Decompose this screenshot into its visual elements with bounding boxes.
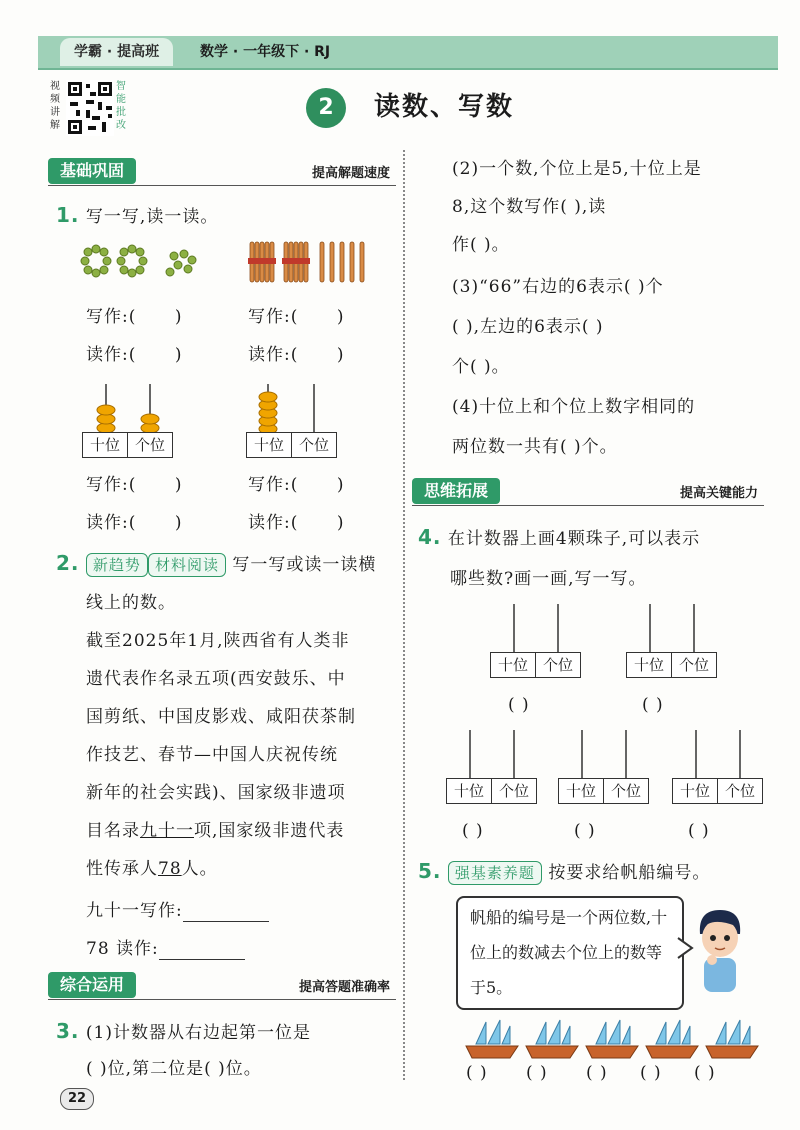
lesson-number: 2 [306, 88, 346, 128]
stick-bundles-image [246, 238, 376, 286]
q3-part3-line2: ( ),左边的6表示( ) [452, 317, 604, 337]
section-applied-title: 综合运用 [48, 972, 136, 998]
q1-number: 1. [56, 203, 80, 227]
q5-line: 5. 强基素养题 按要求给帆船编号。 [418, 859, 711, 883]
q1a-read: 读作:( ) [86, 345, 183, 365]
underlined-78: 78 [158, 859, 182, 879]
q4-line2: 哪些数?画一画,写一写。 [450, 569, 647, 589]
q2-ask-write: 九十一写作: [86, 892, 269, 930]
series-label: 学霸 · 提高班 [60, 38, 173, 66]
column-divider [403, 150, 405, 1080]
section-thinking-title: 思维拓展 [412, 478, 500, 504]
boat-5-answer[interactable]: ( ) [694, 1063, 716, 1083]
q1b-write: 写作:( ) [248, 307, 345, 327]
counter-2-answer[interactable]: ( ) [642, 695, 664, 715]
q3-part3-line3: 个( )。 [452, 357, 510, 377]
section-thinking-tag: 提高关键能力 [679, 486, 758, 501]
speech-text: 帆船的编号是一个两位数,十位上的数减去个位上的数等于5。 [470, 908, 668, 997]
counter-3-place-box: 十位 个位 [446, 778, 537, 804]
q1d-write: 写作:( ) [248, 475, 345, 495]
abacus-2-beads [254, 384, 334, 434]
q3-part2-line3: 作( )。 [452, 235, 510, 255]
q3-part4-line1: (4)十位上和个位上数字相同的 [452, 397, 696, 417]
q3-part1-line1: 3. (1)计数器从右边起第一位是 [56, 1019, 312, 1043]
page-number: 22 [60, 1088, 94, 1110]
lesson-title: 读数、写数 [374, 92, 515, 122]
qr-code-block[interactable] [50, 80, 130, 136]
qr-left-label: 视频讲解 [50, 81, 60, 131]
q1d-read: 读作:( ) [248, 513, 345, 533]
q2-line-3: 截至2025年1月,陕西省有人类非 [86, 631, 350, 651]
q2-line-9: 性传承人78人。 [86, 859, 218, 879]
counter-4-rods[interactable] [558, 730, 650, 780]
q2-line-6: 作技艺、春节—中国人庆祝传统 [86, 745, 338, 765]
q4-number: 4. [418, 525, 442, 549]
q3-part3-line1: (3)“66”右边的6表示( )个 [452, 277, 664, 297]
q2-line-8: 目名录九十一项,国家级非遗代表 [86, 821, 345, 841]
speech-bubble [456, 896, 684, 1010]
abacus-1-place-box [82, 432, 173, 458]
qr-code-icon[interactable] [66, 80, 114, 136]
q3-part2-line2: 8,这个数写作( ),读 [452, 197, 607, 217]
counter-5-place-box: 十位 个位 [672, 778, 763, 804]
q2-number: 2. [56, 551, 80, 575]
counter-5-rods[interactable] [672, 730, 764, 780]
section-basic-tag: 提高解题速度 [311, 166, 390, 181]
counter-3-answer[interactable]: ( ) [462, 821, 484, 841]
q2-line-5: 国剪纸、中国皮影戏、咸阳茯茶制 [86, 707, 356, 727]
qr-right-label: 智能批改 [116, 81, 126, 131]
q2-tag-reading: 材料阅读 [148, 553, 226, 577]
q3-part1-line2: ( )位,第二位是( )位。 [86, 1059, 262, 1079]
q1c-write: 写作:( ) [86, 475, 183, 495]
tens-label: 十位 [89, 436, 120, 454]
q3-part2-line1: (2)一个数,个位上是5,十位上是 [452, 159, 702, 179]
abacus-2-place-box [246, 432, 337, 458]
counter-4-answer[interactable]: ( ) [574, 821, 596, 841]
q1c-read: 读作:( ) [86, 513, 183, 533]
underlined-91: 九十一 [140, 821, 194, 841]
boat-1-answer[interactable]: ( ) [466, 1063, 488, 1083]
section-applied-tag: 提高答题准确率 [298, 980, 390, 995]
sailboats-image [462, 1016, 762, 1060]
section-thinking [412, 478, 764, 506]
bead-rings-image [78, 244, 202, 284]
q2-line-2: 线上的数。 [86, 593, 176, 613]
section-applied [48, 972, 396, 1000]
q1-prompt [56, 196, 218, 236]
counter-2-rods[interactable] [626, 604, 718, 654]
q5-number: 5. [418, 859, 442, 883]
q2-first-line [56, 544, 400, 584]
q2-tag-trend: 新趋势 [86, 553, 148, 577]
q4-line1: 4. 在计数器上画4颗珠子,可以表示 [418, 525, 701, 549]
ones-label: 个位 [291, 433, 336, 457]
q1b-read: 读作:( ) [248, 345, 345, 365]
ones-label: 个位 [127, 433, 172, 457]
q2-line-1: 写一写或读一读横 [232, 555, 377, 575]
q1-text: 写一写,读一读。 [85, 207, 219, 227]
counter-3-rods[interactable] [446, 730, 538, 780]
subject-label: 数学 · 一年级下 · RJ [200, 44, 331, 60]
counter-1-rods[interactable] [490, 604, 582, 654]
boat-4-answer[interactable]: ( ) [640, 1063, 662, 1083]
counter-2-place-box: 十位 个位 [626, 652, 717, 678]
q2-line-7: 新年的社会实践)、国家级非遗项 [86, 783, 346, 803]
counter-1-answer[interactable]: ( ) [508, 695, 530, 715]
answer-line[interactable] [183, 901, 269, 922]
answer-line[interactable] [159, 939, 245, 960]
abacus-1-beads [96, 384, 176, 434]
counter-1-place-box: 十位 个位 [490, 652, 581, 678]
q3-part4-line2: 两位数一共有( )个。 [452, 437, 618, 457]
q1a-write: 写作:( ) [86, 307, 183, 327]
q5-tag: 强基素养题 [448, 861, 542, 885]
q3-number: 3. [56, 1019, 80, 1043]
counter-4-place-box: 十位 个位 [558, 778, 649, 804]
boat-2-answer[interactable]: ( ) [526, 1063, 548, 1083]
section-basic-title: 基础巩固 [48, 158, 136, 184]
section-basic [48, 158, 396, 186]
cartoon-boy-icon [690, 904, 750, 996]
q2-line-4: 遗代表作名录五项(西安鼓乐、中 [86, 669, 346, 689]
boat-3-answer[interactable]: ( ) [586, 1063, 608, 1083]
counter-5-answer[interactable]: ( ) [688, 821, 710, 841]
q2-ask-read: 78 读作: [86, 930, 245, 968]
tens-label: 十位 [253, 436, 284, 454]
